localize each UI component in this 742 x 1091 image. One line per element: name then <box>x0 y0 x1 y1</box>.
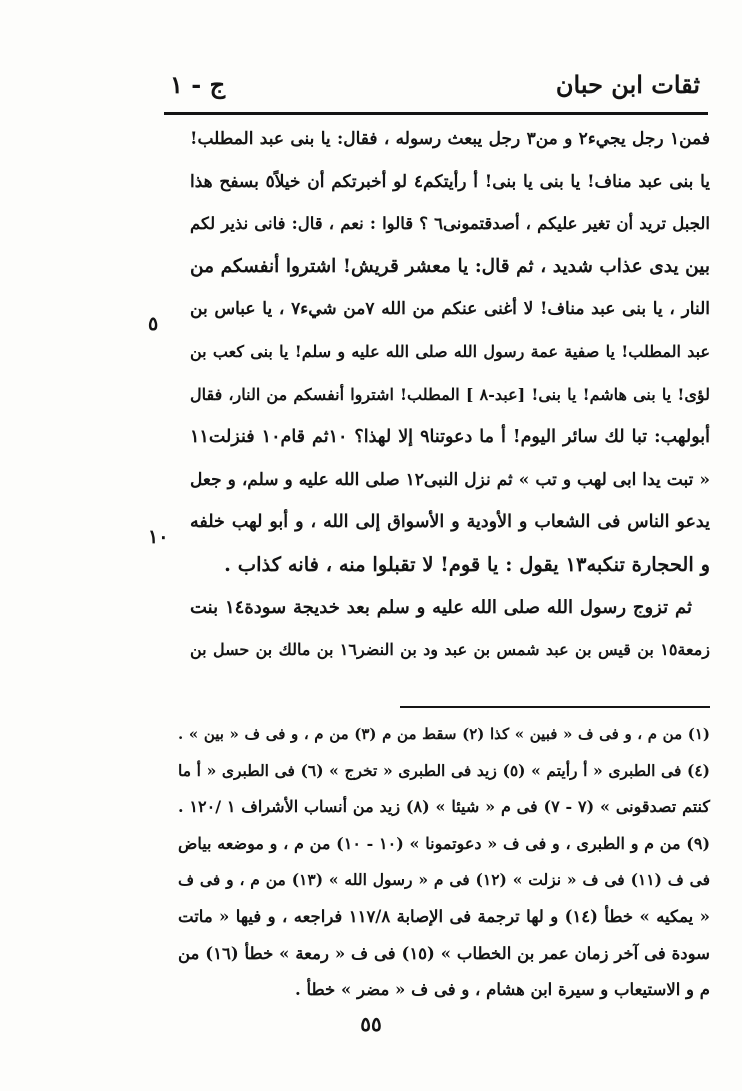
header-rule <box>164 112 708 115</box>
footnote-line: (٩) من م و الطبرى ، و فى ف « دعوتمونا » (١٠ - ١٠) من م ، و موضعه بياض <box>178 833 711 853</box>
text-line: بين يدى عذاب شديد ، ثم قال: يا معشر قريش! اشتروا أنفسكم من <box>190 255 710 277</box>
text-line: « تبت يدا ابى لهب و تب » ثم نزل النبى١٢ صلى الله عليه و سلم، و جعل <box>190 469 710 490</box>
text-line: ثم تزوج رسول الله صلى الله عليه و سلم بعد خديجة سودة١٤ بنت <box>190 596 692 618</box>
margin-line-number: ٥ <box>148 313 159 335</box>
footnote-line: (١) من م ، و فى ف « فبين » كذا (٢) سقط من م (٣) من م ، و فى ف « بين » . <box>178 725 710 743</box>
text-line: يدعو الناس فى الشعاب و الأودية و الأسواق إلى الله ، و أبو لهب خلفه <box>190 512 710 533</box>
footnote-line: كنتم تصدقونى » (٧ - ٧) فى م « شيئا » (٨) زيد من أنساب الأشراف ١ /١٢٠ . <box>178 797 711 817</box>
footnote-line: سودة فى آخر زمان عمر بن الخطاب » (١٥) فى ف « رمعة » خطأ (١٦) من <box>178 943 710 963</box>
header-volume: ج - ١ <box>170 70 226 99</box>
margin-line-number: ١٠ <box>148 526 169 548</box>
text-line: زمعة١٥ بن قيس بن عبد شمس بن عبد ود بن النضر١٦ بن مالك بن حسل بن <box>190 640 710 660</box>
text-line: يا بنى عبد مناف! يا بنى يا بنى! أ رأيتكم٤ لو أخبرتكم أن خيلاً٥ بسفح هذا <box>190 171 710 192</box>
footnote-line: فى ف (١١) فى ف « نزلت » (١٢) فى م « رسول الله » (١٣) من م ، و فى ف <box>178 870 711 890</box>
text-line: الجبل تريد أن تغير عليكم ، أصدقتمونى٦ ؟ قالوا : نعم ، قال: فانى نذير لكم <box>190 214 711 234</box>
text-line: عبد المطلب! يا صفية عمة رسول الله صلى الله عليه و سلم! يا بنى كعب بن <box>190 341 710 361</box>
header-title: ثقات ابن حبان <box>555 70 700 99</box>
text-line: فمن١ رجل يجيء٢ و من٣ رجل يبعث رسوله ، فقال: يا بنى عبد المطلب! <box>190 129 711 149</box>
footnote-line: (٤) فى الطبرى « أ رأيتم » (٥) زيد فى الطبرى « تخرج » (٦) فى الطبرى « أ ما <box>178 760 711 780</box>
running-header <box>150 66 710 106</box>
text-line: أبولهب: تبا لك سائر اليوم! أ ما دعوتنا٩ إلا لهذا؟ ١٠ثم قام١٠ فنزلت١١ <box>190 427 710 448</box>
footnote-line: « يمكيه » خطأ (١٤) و لها ترجمة فى الإصابة ١١٧/٨ فراجعه ، و فيها « ماتت <box>178 906 710 926</box>
footnotes <box>178 716 710 1009</box>
text-line: النار ، يا بنى عبد مناف! لا أغنى عنكم من الله ٧من شيء٧ ، يا عباس بن <box>190 299 710 320</box>
page-number: ٥٥ <box>360 1012 382 1036</box>
main-text <box>190 118 710 672</box>
footnote-line: م و الاستيعاب و سيرة ابن هشام ، و فى ف « مضر » خطأ . <box>295 980 710 1000</box>
footnote-rule <box>400 706 710 708</box>
text-line: لؤى! يا بنى هاشم! يا بنى! [عبد-٨ ] المطلب! اشتروا أنفسكم من النار، فقال <box>190 384 711 404</box>
text-line: و الحجارة تنكبه١٣ يقول : يا قوم! لا تقبلوا منه ، فانه كذاب . <box>224 552 710 576</box>
